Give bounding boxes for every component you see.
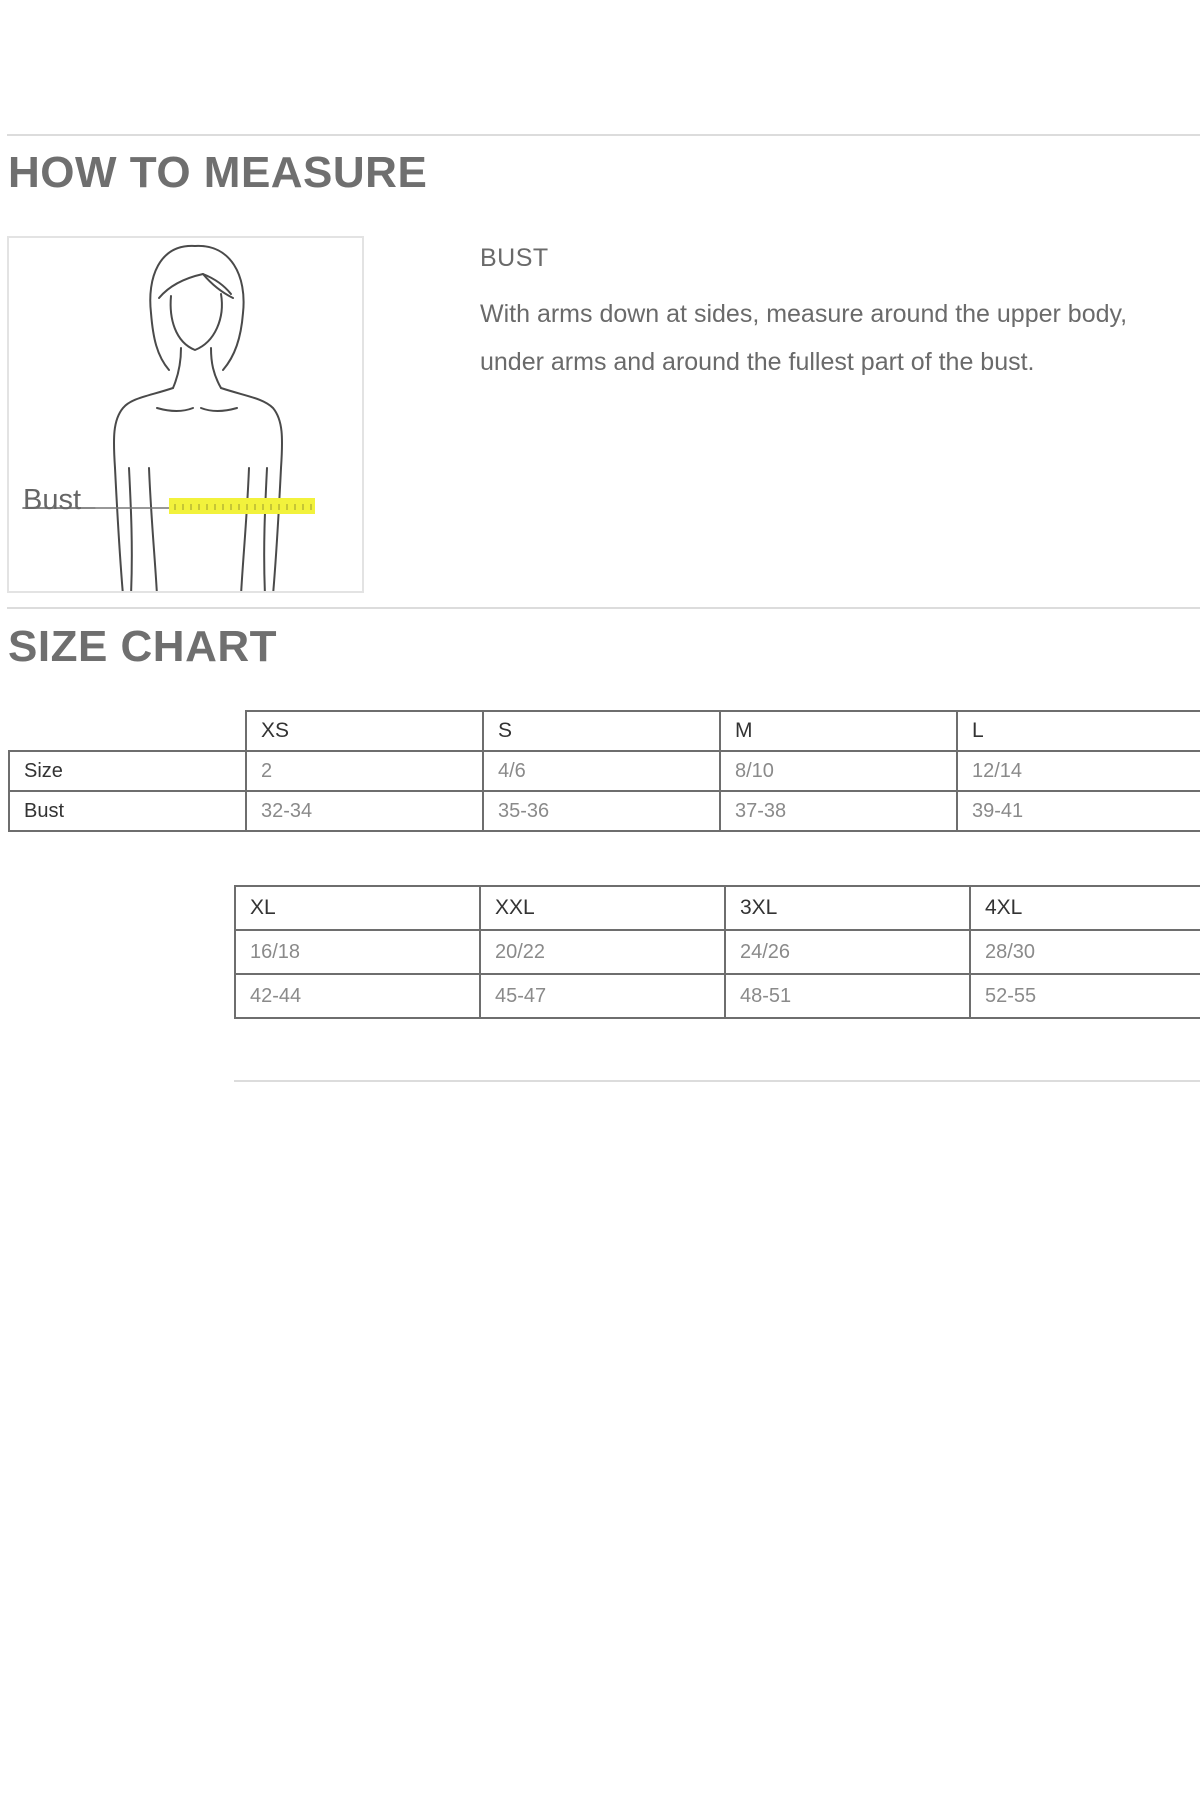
measure-title: BUST: [480, 244, 549, 272]
size-header-xl: XL: [235, 886, 480, 930]
table-cell: 20/22: [480, 930, 725, 974]
size-header-3xl: 3XL: [725, 886, 970, 930]
table-cell: 39-41: [957, 791, 1200, 831]
how-to-measure-heading: HOW TO MEASURE: [8, 148, 428, 197]
measure-illustration: [7, 236, 364, 593]
table-cell: 35-36: [483, 791, 720, 831]
empty-corner-cell: [9, 711, 246, 751]
table-cell: 48-51: [725, 974, 970, 1018]
table-row: [235, 930, 1200, 974]
table-cell: 37-38: [720, 791, 957, 831]
table-cell: 45-47: [480, 974, 725, 1018]
table-cell: 2: [246, 751, 483, 791]
bottom-divider: [234, 1080, 1200, 1082]
size-chart-heading: SIZE CHART: [8, 622, 277, 671]
table-cell: 24/26: [725, 930, 970, 974]
table-row: [235, 974, 1200, 1018]
table-cell: 12/14: [957, 751, 1200, 791]
row-label-size: Size: [9, 751, 246, 791]
size-table-2: [234, 885, 1200, 1019]
top-divider: [7, 134, 1200, 136]
bust-figure-label: Bust: [23, 484, 82, 516]
size-header-s: S: [483, 711, 720, 751]
table-row: [9, 791, 1200, 831]
mid-divider: [7, 607, 1200, 609]
table-row: [9, 751, 1200, 791]
measure-description: With arms down at sides, measure around the upper body, under arms and around the fullest part of the bust.: [480, 300, 1128, 376]
size-header-4xl: 4XL: [970, 886, 1200, 930]
woman-figure-icon: [9, 238, 364, 593]
table-header-row: [235, 886, 1200, 930]
table-cell: 28/30: [970, 930, 1200, 974]
table-cell: 16/18: [235, 930, 480, 974]
size-header-xxl: XXL: [480, 886, 725, 930]
table-header-row: [9, 711, 1200, 751]
size-header-m: M: [720, 711, 957, 751]
size-header-xs: XS: [246, 711, 483, 751]
table-cell: 32-34: [246, 791, 483, 831]
size-table-1: [8, 710, 1200, 832]
table-cell: 4/6: [483, 751, 720, 791]
table-cell: 8/10: [720, 751, 957, 791]
row-label-bust: Bust: [9, 791, 246, 831]
table-cell: 52-55: [970, 974, 1200, 1018]
size-header-l: L: [957, 711, 1200, 751]
table-cell: 42-44: [235, 974, 480, 1018]
